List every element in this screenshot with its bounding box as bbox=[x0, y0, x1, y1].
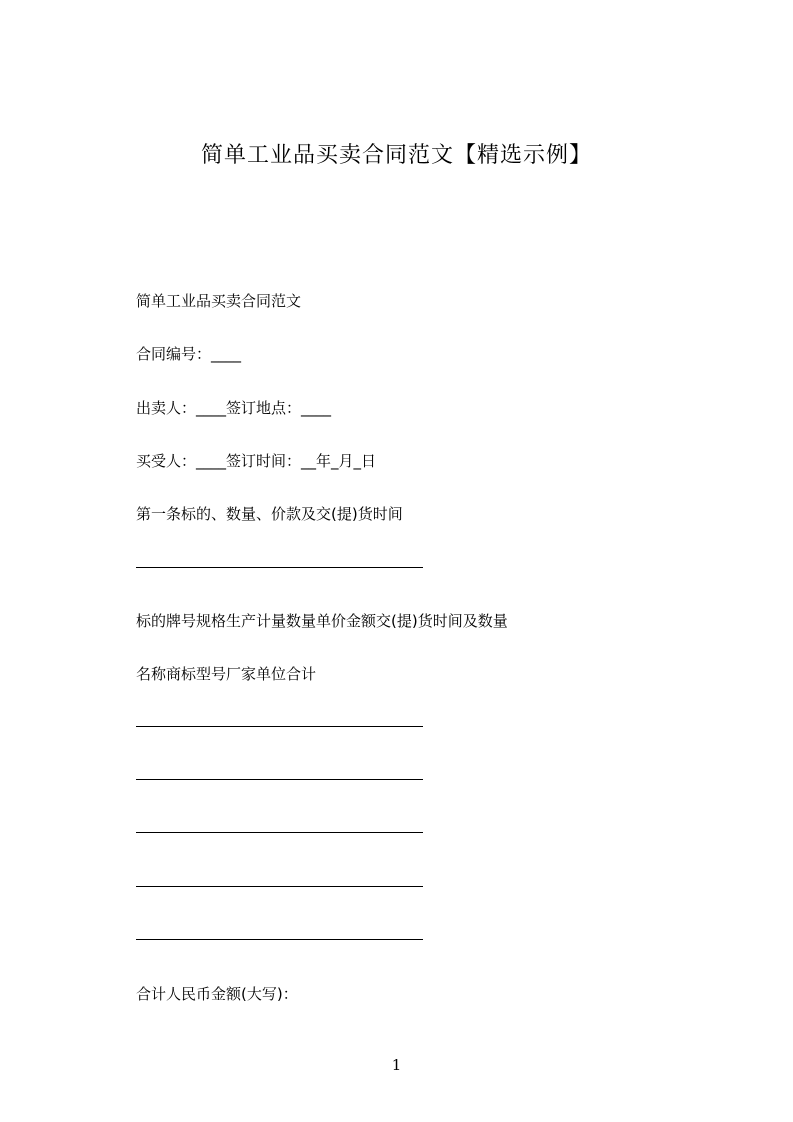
buyer-line: 买受人：____签订时间：__年_月_日 bbox=[136, 452, 377, 470]
contract-heading: 简单工业品买卖合同范文 bbox=[136, 292, 302, 310]
contract-number-line: 合同编号：____ bbox=[136, 345, 242, 363]
blank-rule-line bbox=[136, 886, 423, 887]
article-1-heading: 第一条标的、数量、价款及交(提)货时间 bbox=[136, 505, 403, 523]
seller-line: 出卖人：____签订地点：____ bbox=[136, 399, 332, 417]
blank-rule-line bbox=[136, 832, 423, 833]
blank-rule-line bbox=[136, 779, 423, 780]
table-header-row-2: 名称商标型号厂家单位合计 bbox=[136, 665, 317, 683]
document-title: 简单工业品买卖合同范文【精选示例】 bbox=[200, 143, 592, 168]
blank-rule-line bbox=[136, 567, 423, 568]
page-number: 1 bbox=[391, 1056, 402, 1074]
blank-rule-line bbox=[136, 939, 423, 940]
table-header-row-1: 标的牌号规格生产计量数量单价金额交(提)货时间及数量 bbox=[136, 612, 508, 630]
blank-rule-line bbox=[136, 726, 423, 727]
total-amount-line: 合计人民币金额(大写)： bbox=[136, 985, 298, 1003]
